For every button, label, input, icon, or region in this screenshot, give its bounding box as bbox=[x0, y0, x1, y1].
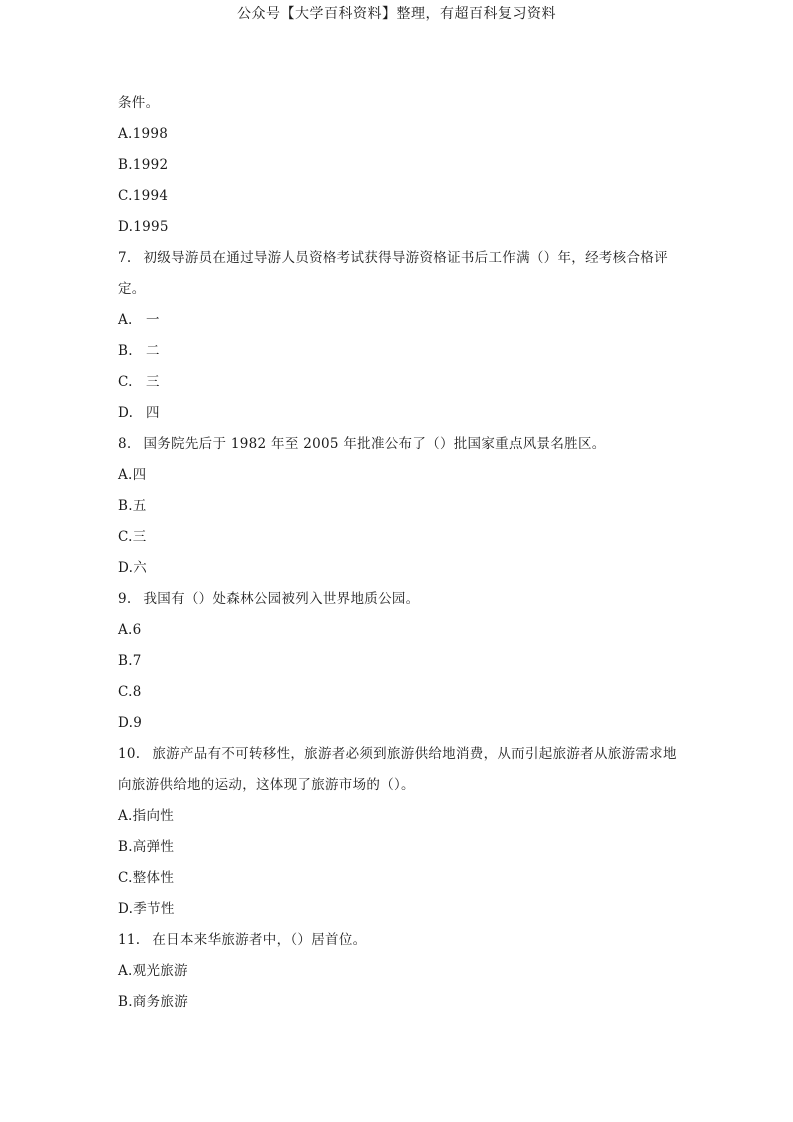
question-8-number: 8. bbox=[118, 436, 132, 452]
question-6-option-c: C.1994 bbox=[118, 188, 169, 204]
question-10-option-b: B.高弹性 bbox=[118, 839, 175, 855]
option-letter: C. bbox=[118, 374, 133, 390]
page-header: 公众号【大学百科资料】整理，有超百科复习资料 bbox=[237, 6, 556, 22]
question-7-option-d bbox=[118, 398, 688, 429]
question-7-option-c bbox=[118, 367, 688, 398]
option-letter: A. bbox=[118, 312, 133, 328]
question-8-option-c: C.三 bbox=[118, 529, 147, 545]
question-6-option-b: B.1992 bbox=[118, 157, 169, 173]
question-10-option-c: C.整体性 bbox=[118, 870, 175, 886]
option-letter: B. bbox=[118, 343, 133, 359]
question-9-option-a: A.6 bbox=[118, 622, 142, 638]
question-9-number: 9. bbox=[118, 591, 132, 607]
question-8-option-d: D.六 bbox=[118, 560, 148, 576]
question-8-option-b: B.五 bbox=[118, 498, 147, 514]
question-7-stem bbox=[118, 243, 688, 274]
question-6-option-d: D.1995 bbox=[118, 219, 169, 235]
option-text: 二 bbox=[146, 343, 160, 359]
question-6-tail: 条件。 bbox=[118, 95, 160, 111]
question-9-option-b: B.7 bbox=[118, 653, 142, 669]
option-text: 一 bbox=[146, 312, 160, 328]
option-letter: D. bbox=[118, 405, 134, 421]
option-text: 四 bbox=[146, 405, 160, 421]
question-9-text: 我国有（）处森林公园被列入世界地质公园。 bbox=[143, 591, 420, 607]
question-10-option-a: A.指向性 bbox=[118, 808, 175, 824]
question-6-option-a: A.1998 bbox=[118, 126, 169, 142]
question-10-stem bbox=[118, 739, 688, 770]
question-9-option-d: D.9 bbox=[118, 715, 143, 731]
question-10-text-line2: 向旅游供给地的运动，这体现了旅游市场的（）。 bbox=[118, 777, 415, 793]
question-11-number: 11. bbox=[118, 932, 141, 948]
question-8-stem bbox=[118, 429, 688, 460]
question-11-stem bbox=[118, 925, 688, 956]
question-7-number: 7. bbox=[118, 250, 132, 266]
question-10-option-d: D.季节性 bbox=[118, 901, 175, 917]
question-11-text: 在日本来华旅游者中，（）居首位。 bbox=[152, 932, 367, 948]
question-9-stem bbox=[118, 584, 688, 615]
question-11-option-a: A.观光旅游 bbox=[118, 963, 188, 979]
document-body bbox=[118, 88, 688, 1018]
question-7-option-a bbox=[118, 305, 688, 336]
question-8-option-a: A.四 bbox=[118, 467, 147, 483]
question-7-text-line2: 定。 bbox=[118, 281, 146, 297]
question-10-text-line1: 旅游产品有不可转移性，旅游者必须到旅游供给地消费，从而引起旅游者从旅游需求地 bbox=[152, 746, 677, 762]
question-10-number: 10. bbox=[118, 746, 141, 762]
question-8-text: 国务院先后于 1982 年至 2005 年批准公布了（）批国家重点风景名胜区。 bbox=[143, 436, 606, 452]
option-text: 三 bbox=[146, 374, 160, 390]
question-7-option-b bbox=[118, 336, 688, 367]
question-11-option-b: B.商务旅游 bbox=[118, 994, 189, 1010]
question-7-text-line1: 初级导游员在通过导游人员资格考试获得导游资格证书后工作满（）年，经考核合格评 bbox=[143, 250, 668, 266]
question-9-option-c: C.8 bbox=[118, 684, 142, 700]
